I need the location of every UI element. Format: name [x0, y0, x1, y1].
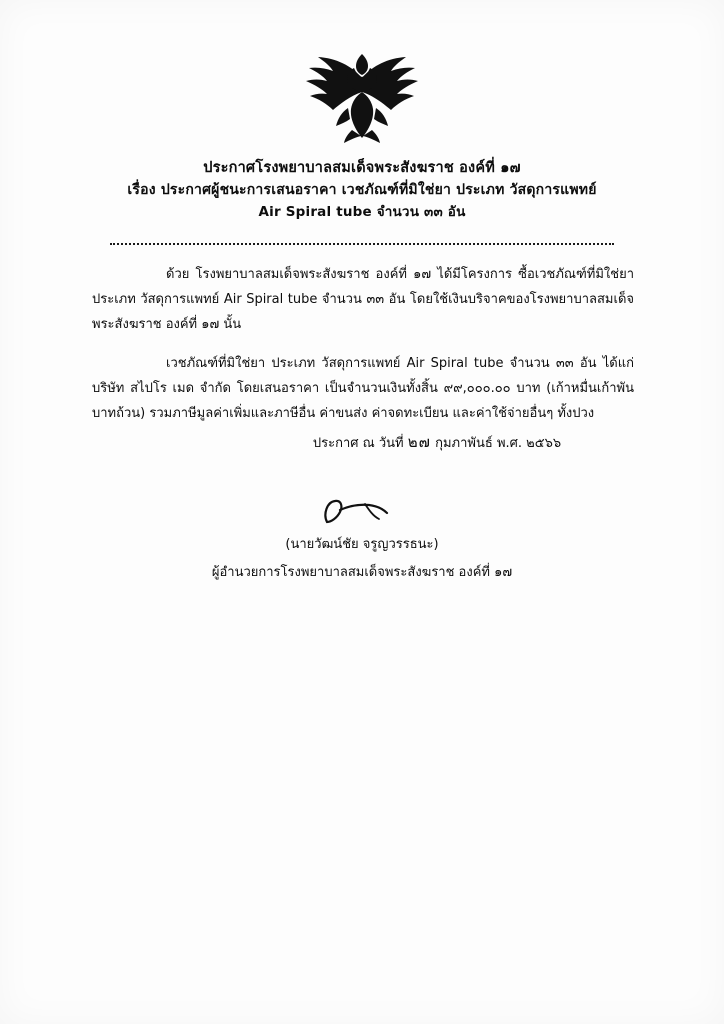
paragraph-2 — [92, 351, 634, 426]
signer-name: (นายวัฒน์ชัย จรูญวรรธนะ) — [285, 537, 439, 552]
signature-mark-container — [0, 492, 724, 536]
document-body — [92, 262, 634, 440]
heading-line-3: Air Spiral tube จำนวน ๓๓ อัน — [258, 204, 466, 220]
date-year: ๒๕๖๖ — [526, 436, 562, 451]
paragraph-1 — [92, 262, 634, 337]
signer-position: ผู้อำนวยการโรงพยาบาลสมเด็จพระสังฆราช องค์ที่ ๑๗ — [211, 565, 513, 580]
emblem-container — [0, 48, 724, 148]
date-line-inner — [163, 430, 561, 454]
garuda-emblem — [292, 48, 432, 148]
heading-line-2: เรื่อง ประกาศผู้ชนะการเสนอราคา เวชภัณฑ์ที่มิใช่ยา ประเภท วัสดุการแพทย์ — [127, 182, 597, 198]
paragraph-2-text: เวชภัณฑ์ที่มิใช่ยา ประเภท วัสดุการแพทย์ Air Spiral tube จำนวน ๓๓ อัน ได้แก่ บริษัท สไปโร เมด จำกัด โดยเสนอราคา เป็นจำนวนเงินทั้งสิ้น ๙๙,๐๐๐.๐๐ บาท (เก้าหมื่นเก้าพันบาทถ้วน) รวมภาษีมูลค่าเพิ่มและภาษีอื่น ค่าขนส่ง ค่าจดทะเบียน และค่าใช้จ่ายอื่นๆ ทั้งปวง — [92, 356, 634, 421]
date-day: ๒๗ — [407, 433, 431, 451]
heading-line-1: ประกาศโรงพยาบาลสมเด็จพระสังฆราช องค์ที่ ๑๗ — [203, 160, 521, 176]
signature-block — [0, 531, 724, 587]
handwritten-signature — [307, 492, 417, 532]
announcement-date-line — [0, 430, 724, 454]
divider-dotted — [110, 243, 614, 248]
date-prefix: ประกาศ ณ วันที่ — [312, 436, 404, 451]
date-month: กุมภาพันธ์ — [435, 436, 493, 451]
paragraph-1-text: ด้วย โรงพยาบาลสมเด็จพระสังฆราช องค์ที่ ๑๗ ได้มีโครงการ ซื้อเวชภัณฑ์ที่มิใช่ยา ประเภท วัสดุการแพทย์ Air Spiral tube จำนวน ๓๓ อัน โดยใช้เงินบริจาคของโรงพยาบาลสมเด็จพระสังฆราช องค์ที่ ๑๗ นั้น — [92, 267, 634, 332]
date-year-prefix: พ.ศ. — [496, 436, 523, 451]
document-heading — [0, 157, 724, 223]
